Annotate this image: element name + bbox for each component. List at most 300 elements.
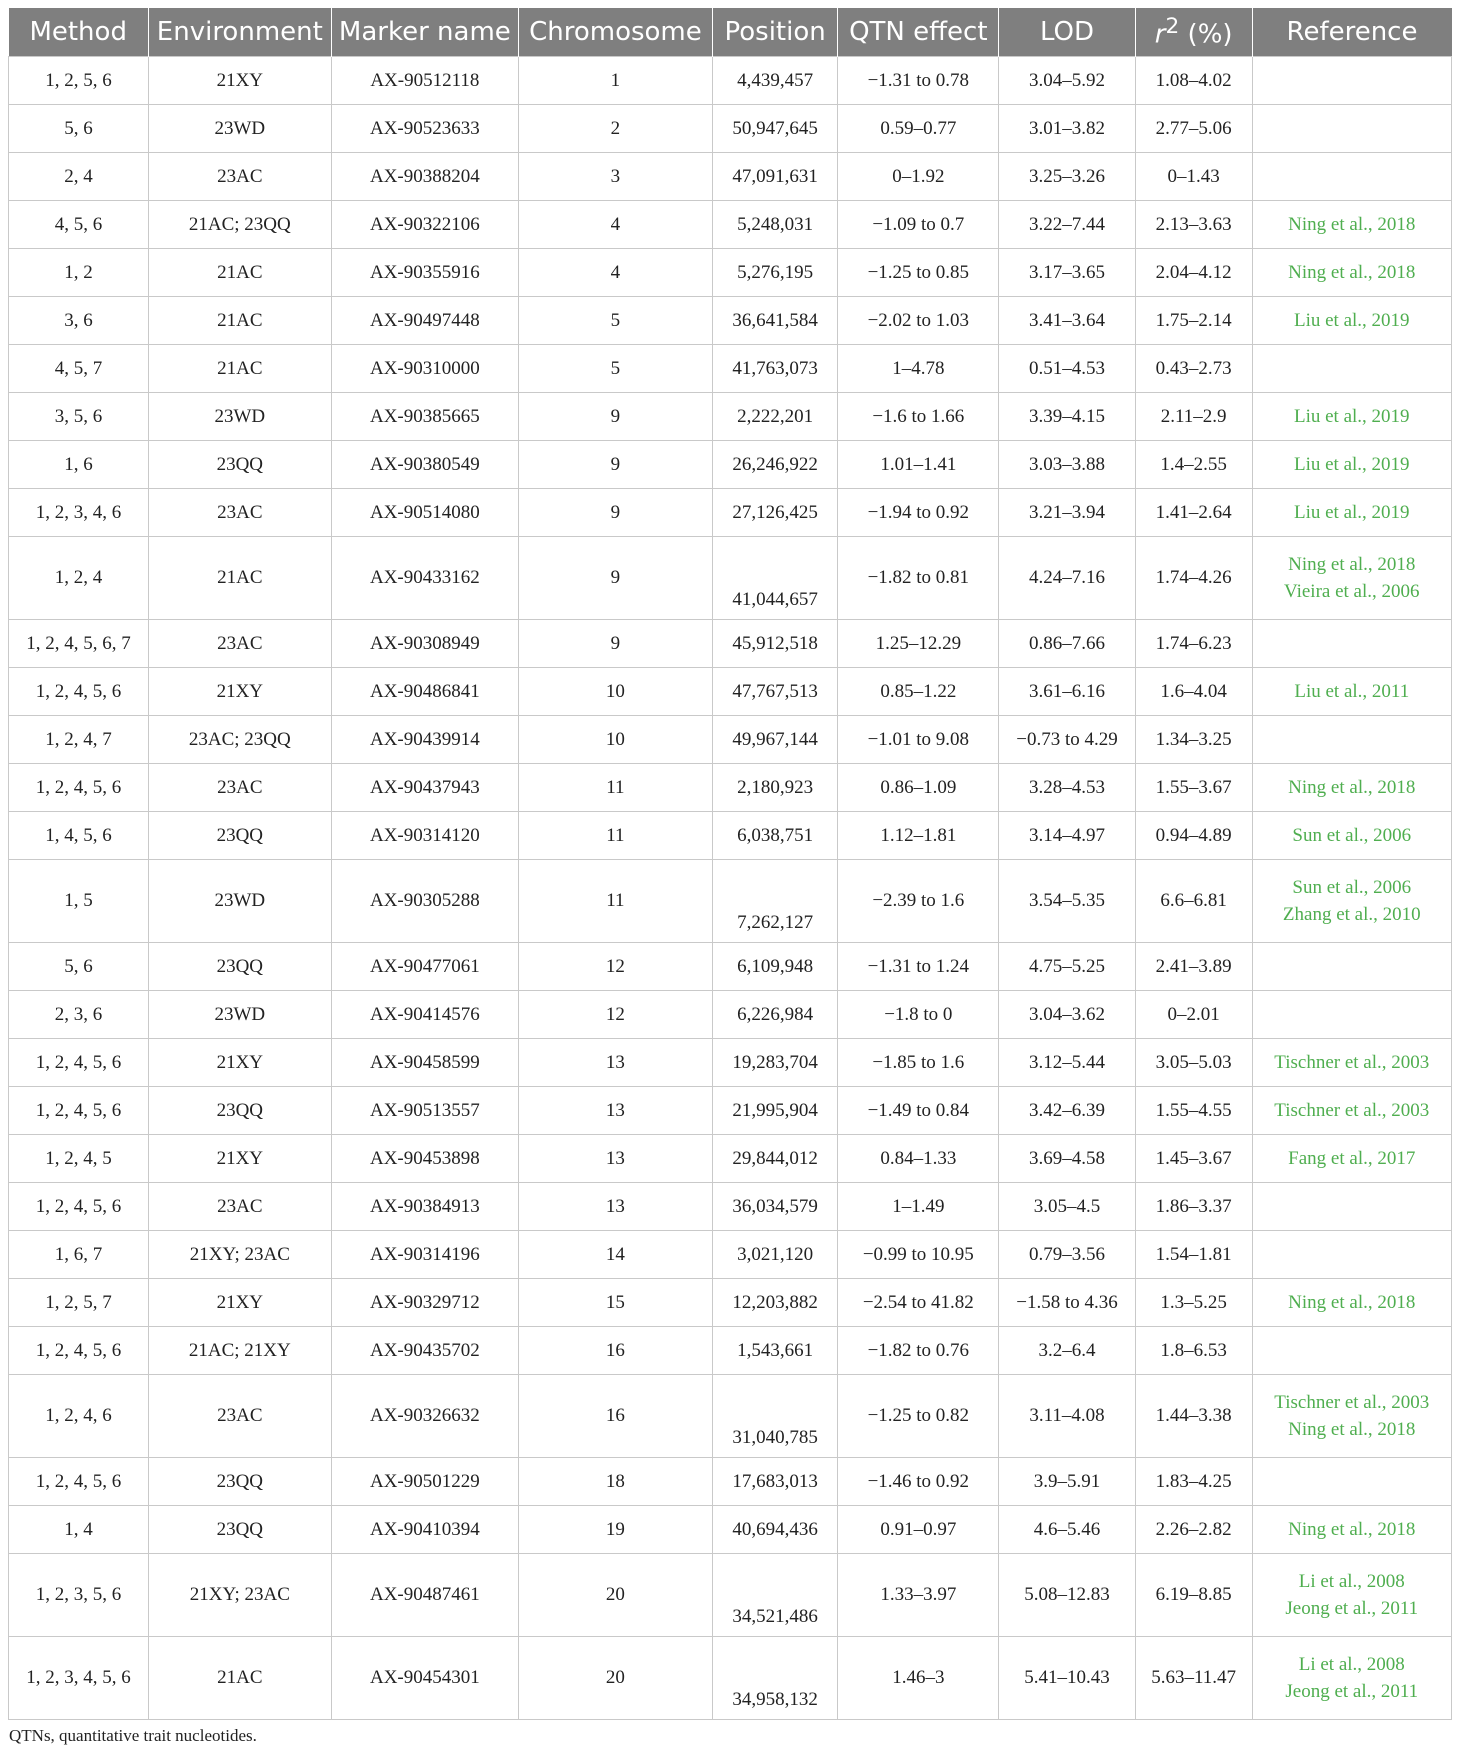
qtn-effect-cell: −1.31 to 0.78 [838, 57, 999, 105]
lod-cell: 3.04–5.92 [999, 57, 1136, 105]
environment-cell: 21AC [148, 249, 331, 297]
environment-cell: 23QQ [148, 812, 331, 860]
position-cell: 34,958,132 [712, 1637, 838, 1720]
reference-link[interactable]: Ning et al., 2018 [1288, 777, 1416, 798]
environment-cell: 23AC [148, 153, 331, 201]
qtn-effect-cell: 0–1.92 [838, 153, 999, 201]
lod-cell: 3.22–7.44 [999, 201, 1136, 249]
qtn-effect-cell: −0.99 to 10.95 [838, 1231, 999, 1279]
lod-cell: 3.39–4.15 [999, 393, 1136, 441]
chromosome-cell: 14 [518, 1231, 712, 1279]
reference-cell [1252, 764, 1451, 812]
reference-link[interactable]: Liu et al., 2019 [1293, 454, 1410, 475]
marker-name-cell: AX-90497448 [331, 297, 518, 345]
reference-cell [1252, 1039, 1451, 1087]
table-row [9, 105, 1452, 153]
qtn-effect-cell: −1.85 to 1.6 [838, 1039, 999, 1087]
marker-name-cell: AX-90410394 [331, 1506, 518, 1554]
qtn-effect-cell: 0.85–1.22 [838, 668, 999, 716]
reference-cell [1252, 537, 1451, 620]
r2-cell: 1.54–1.81 [1135, 1231, 1252, 1279]
reference-link[interactable]: Ning et al., 2018 [1288, 1519, 1416, 1540]
qtn-effect-cell: −2.54 to 41.82 [838, 1279, 999, 1327]
r2-cell: 1.44–3.38 [1135, 1375, 1252, 1458]
lod-cell: 0.79–3.56 [999, 1231, 1136, 1279]
marker-name-cell: AX-90384913 [331, 1183, 518, 1231]
reference-link[interactable]: Ning et al., 2018 [1288, 1419, 1416, 1440]
lod-cell: 0.86–7.66 [999, 620, 1136, 668]
method-cell: 1, 2, 3, 5, 6 [9, 1554, 149, 1637]
r2-cell: 1.4–2.55 [1135, 441, 1252, 489]
method-cell: 1, 2, 4, 5 [9, 1135, 149, 1183]
lod-cell: 3.14–4.97 [999, 812, 1136, 860]
table-row [9, 764, 1452, 812]
r2-cell: 6.19–8.85 [1135, 1554, 1252, 1637]
method-cell: 1, 2, 4, 5, 6 [9, 764, 149, 812]
qtn-effect-cell: 1.25–12.29 [838, 620, 999, 668]
position-cell: 21,995,904 [712, 1087, 838, 1135]
table-row [9, 1279, 1452, 1327]
qtn-effect-cell: −1.6 to 1.66 [838, 393, 999, 441]
qtn-effect-cell: −1.94 to 0.92 [838, 489, 999, 537]
chromosome-cell: 5 [518, 297, 712, 345]
r2-cell: 2.77–5.06 [1135, 105, 1252, 153]
marker-name-cell: AX-90388204 [331, 153, 518, 201]
table-row [9, 153, 1452, 201]
reference-link[interactable]: Jeong et al., 2011 [1285, 1681, 1419, 1702]
lod-cell: 3.41–3.64 [999, 297, 1136, 345]
environment-cell: 21XY; 23AC [148, 1231, 331, 1279]
table-row [9, 716, 1452, 764]
lod-cell: 3.25–3.26 [999, 153, 1136, 201]
marker-name-cell: AX-90523633 [331, 105, 518, 153]
position-cell: 26,246,922 [712, 441, 838, 489]
chromosome-cell: 11 [518, 860, 712, 943]
chromosome-cell: 9 [518, 393, 712, 441]
reference-cell [1252, 1087, 1451, 1135]
qtn-effect-cell: 0.84–1.33 [838, 1135, 999, 1183]
table-row [9, 297, 1452, 345]
header-marker-name: Marker name [331, 8, 518, 57]
environment-cell: 21XY [148, 1135, 331, 1183]
reference-link[interactable]: Li et al., 2008 [1298, 1654, 1405, 1675]
table-footnote: QTNs, quantitative trait nucleotides. [9, 1726, 257, 1745]
reference-cell [1252, 1135, 1451, 1183]
lod-cell: 4.24–7.16 [999, 537, 1136, 620]
chromosome-cell: 11 [518, 764, 712, 812]
table-row [9, 991, 1452, 1039]
r2-cell: 1.8–6.53 [1135, 1327, 1252, 1375]
reference-cell [1252, 943, 1451, 991]
reference-link[interactable]: Ning et al., 2018 [1288, 214, 1416, 235]
lod-cell: 3.69–4.58 [999, 1135, 1136, 1183]
marker-name-cell: AX-90380549 [331, 441, 518, 489]
reference-cell [1252, 297, 1451, 345]
header-position: Position [712, 8, 838, 57]
header-lod: LOD [999, 8, 1136, 57]
qtn-effect-cell: −2.02 to 1.03 [838, 297, 999, 345]
r2-cell: 1.55–3.67 [1135, 764, 1252, 812]
r2-cell: 1.74–4.26 [1135, 537, 1252, 620]
position-cell: 5,276,195 [712, 249, 838, 297]
method-cell: 1, 5 [9, 860, 149, 943]
lod-cell: 3.42–6.39 [999, 1087, 1136, 1135]
r2-cell: 0.43–2.73 [1135, 345, 1252, 393]
marker-name-cell: AX-90326632 [331, 1375, 518, 1458]
chromosome-cell: 13 [518, 1087, 712, 1135]
lod-cell: 3.9–5.91 [999, 1458, 1136, 1506]
qtn-effect-cell: −1.01 to 9.08 [838, 716, 999, 764]
r2-cell: 1.08–4.02 [1135, 57, 1252, 105]
reference-link[interactable]: Zhang et al., 2010 [1282, 904, 1421, 925]
lod-cell: 3.11–4.08 [999, 1375, 1136, 1458]
table-row [9, 620, 1452, 668]
reference-cell [1252, 812, 1451, 860]
position-cell: 6,038,751 [712, 812, 838, 860]
reference-link[interactable]: Tischner et al., 2003 [1274, 1392, 1430, 1413]
chromosome-cell: 16 [518, 1327, 712, 1375]
chromosome-cell: 9 [518, 620, 712, 668]
position-cell: 40,694,436 [712, 1506, 838, 1554]
reference-cell [1252, 1375, 1451, 1458]
r2-cell: 3.05–5.03 [1135, 1039, 1252, 1087]
position-cell: 6,226,984 [712, 991, 838, 1039]
chromosome-cell: 3 [518, 153, 712, 201]
header-chromosome: Chromosome [518, 8, 712, 57]
table-row [9, 1135, 1452, 1183]
marker-name-cell: AX-90458599 [331, 1039, 518, 1087]
r2-cell: 1.55–4.55 [1135, 1087, 1252, 1135]
header-reference: Reference [1252, 8, 1451, 57]
environment-cell: 21AC [148, 297, 331, 345]
environment-cell: 23AC [148, 764, 331, 812]
environment-cell: 23QQ [148, 1458, 331, 1506]
lod-cell: 3.21–3.94 [999, 489, 1136, 537]
environment-cell: 21XY; 23AC [148, 1554, 331, 1637]
r2-cell: 2.26–2.82 [1135, 1506, 1252, 1554]
reference-link[interactable]: Jeong et al., 2011 [1285, 1598, 1419, 1619]
chromosome-cell: 20 [518, 1554, 712, 1637]
table-row [9, 668, 1452, 716]
method-cell: 1, 2, 4, 5, 6 [9, 1087, 149, 1135]
environment-cell: 21AC [148, 345, 331, 393]
method-cell: 2, 4 [9, 153, 149, 201]
environment-cell: 23AC [148, 489, 331, 537]
qtn-table [8, 8, 1452, 1720]
r2-cell: 1.45–3.67 [1135, 1135, 1252, 1183]
table-row [9, 1327, 1452, 1375]
reference-cell [1252, 57, 1451, 105]
r2-cell: 6.6–6.81 [1135, 860, 1252, 943]
environment-cell: 21XY [148, 668, 331, 716]
reference-cell [1252, 1637, 1451, 1720]
marker-name-cell: AX-90355916 [331, 249, 518, 297]
method-cell: 1, 2, 4, 7 [9, 716, 149, 764]
reference-link[interactable]: Sun et al., 2006 [1292, 877, 1412, 898]
qtn-effect-cell: 0.86–1.09 [838, 764, 999, 812]
r2-cell: 0–1.43 [1135, 153, 1252, 201]
reference-link[interactable]: Ning et al., 2018 [1288, 554, 1416, 575]
method-cell: 2, 3, 6 [9, 991, 149, 1039]
marker-name-cell: AX-90454301 [331, 1637, 518, 1720]
method-cell: 1, 4, 5, 6 [9, 812, 149, 860]
environment-cell: 21XY [148, 1039, 331, 1087]
r2-cell: 1.86–3.37 [1135, 1183, 1252, 1231]
qtn-effect-cell: 1–1.49 [838, 1183, 999, 1231]
reference-cell [1252, 1458, 1451, 1506]
reference-cell [1252, 1554, 1451, 1637]
method-cell: 1, 2, 4, 5, 6, 7 [9, 620, 149, 668]
table-row [9, 1506, 1452, 1554]
chromosome-cell: 12 [518, 943, 712, 991]
reference-cell [1252, 345, 1451, 393]
r2-cell: 2.04–4.12 [1135, 249, 1252, 297]
r2-cell: 1.34–3.25 [1135, 716, 1252, 764]
lod-cell: 5.41–10.43 [999, 1637, 1136, 1720]
reference-cell [1252, 716, 1451, 764]
lod-cell: 4.6–5.46 [999, 1506, 1136, 1554]
environment-cell: 23WD [148, 991, 331, 1039]
marker-name-cell: AX-90439914 [331, 716, 518, 764]
qtn-effect-cell: 1.46–3 [838, 1637, 999, 1720]
marker-name-cell: AX-90435702 [331, 1327, 518, 1375]
reference-link[interactable]: Li et al., 2008 [1298, 1571, 1405, 1592]
chromosome-cell: 15 [518, 1279, 712, 1327]
table-row [9, 441, 1452, 489]
position-cell: 41,044,657 [712, 537, 838, 620]
qtn-effect-cell: 1.12–1.81 [838, 812, 999, 860]
method-cell: 5, 6 [9, 105, 149, 153]
marker-name-cell: AX-90514080 [331, 489, 518, 537]
lod-cell: 3.01–3.82 [999, 105, 1136, 153]
reference-cell [1252, 620, 1451, 668]
reference-link[interactable]: Tischner et al., 2003 [1274, 1100, 1430, 1121]
marker-name-cell: AX-90477061 [331, 943, 518, 991]
table-row [9, 1637, 1452, 1720]
method-cell: 1, 6 [9, 441, 149, 489]
position-cell: 12,203,882 [712, 1279, 838, 1327]
marker-name-cell: AX-90453898 [331, 1135, 518, 1183]
method-cell: 1, 2, 4, 5, 6 [9, 1183, 149, 1231]
marker-name-cell: AX-90310000 [331, 345, 518, 393]
environment-cell: 23QQ [148, 441, 331, 489]
table-row [9, 489, 1452, 537]
qtn-effect-cell: −1.46 to 0.92 [838, 1458, 999, 1506]
lod-cell: 3.54–5.35 [999, 860, 1136, 943]
table-row [9, 1231, 1452, 1279]
reference-link[interactable]: Sun et al., 2006 [1292, 825, 1412, 846]
reference-link[interactable]: Liu et al., 2019 [1293, 502, 1410, 523]
table-row [9, 345, 1452, 393]
r2-cell: 1.3–5.25 [1135, 1279, 1252, 1327]
chromosome-cell: 13 [518, 1183, 712, 1231]
qtn-effect-cell: −1.25 to 0.85 [838, 249, 999, 297]
table-row [9, 860, 1452, 943]
marker-name-cell: AX-90305288 [331, 860, 518, 943]
position-cell: 29,844,012 [712, 1135, 838, 1183]
marker-name-cell: AX-90486841 [331, 668, 518, 716]
marker-name-cell: AX-90329712 [331, 1279, 518, 1327]
position-cell: 45,912,518 [712, 620, 838, 668]
method-cell: 1, 2 [9, 249, 149, 297]
qtn-effect-cell: −1.31 to 1.24 [838, 943, 999, 991]
r2-cell: 1.6–4.04 [1135, 668, 1252, 716]
environment-cell: 23AC [148, 1375, 331, 1458]
environment-cell: 23AC [148, 620, 331, 668]
lod-cell: 3.17–3.65 [999, 249, 1136, 297]
qtn-effect-cell: 0.91–0.97 [838, 1506, 999, 1554]
chromosome-cell: 19 [518, 1506, 712, 1554]
qtn-effect-cell: −1.82 to 0.76 [838, 1327, 999, 1375]
marker-name-cell: AX-90433162 [331, 537, 518, 620]
lod-cell: 4.75–5.25 [999, 943, 1136, 991]
method-cell: 1, 2, 3, 4, 6 [9, 489, 149, 537]
chromosome-cell: 4 [518, 249, 712, 297]
environment-cell: 23WD [148, 860, 331, 943]
reference-link[interactable]: Liu et al., 2019 [1293, 406, 1410, 427]
position-cell: 7,262,127 [712, 860, 838, 943]
reference-cell [1252, 201, 1451, 249]
marker-name-cell: AX-90322106 [331, 201, 518, 249]
table-row [9, 1183, 1452, 1231]
reference-cell [1252, 1279, 1451, 1327]
chromosome-cell: 11 [518, 812, 712, 860]
reference-link[interactable]: Ning et al., 2018 [1288, 1292, 1416, 1313]
chromosome-cell: 9 [518, 441, 712, 489]
environment-cell: 23WD [148, 105, 331, 153]
table-row [9, 249, 1452, 297]
chromosome-cell: 12 [518, 991, 712, 1039]
position-cell: 41,763,073 [712, 345, 838, 393]
table-row [9, 201, 1452, 249]
method-cell: 1, 2, 4, 5, 6 [9, 1327, 149, 1375]
lod-cell: 3.05–4.5 [999, 1183, 1136, 1231]
marker-name-cell: AX-90501229 [331, 1458, 518, 1506]
position-cell: 47,767,513 [712, 668, 838, 716]
table-row [9, 1458, 1452, 1506]
marker-name-cell: AX-90314120 [331, 812, 518, 860]
lod-cell: 3.03–3.88 [999, 441, 1136, 489]
reference-cell [1252, 153, 1451, 201]
marker-name-cell: AX-90385665 [331, 393, 518, 441]
lod-cell: −0.73 to 4.29 [999, 716, 1136, 764]
chromosome-cell: 5 [518, 345, 712, 393]
r2-cell: 1.41–2.64 [1135, 489, 1252, 537]
method-cell: 1, 2, 3, 4, 5, 6 [9, 1637, 149, 1720]
marker-name-cell: AX-90414576 [331, 991, 518, 1039]
chromosome-cell: 16 [518, 1375, 712, 1458]
method-cell: 1, 4 [9, 1506, 149, 1554]
marker-name-cell: AX-90308949 [331, 620, 518, 668]
qtn-effect-cell: −1.49 to 0.84 [838, 1087, 999, 1135]
table-body [9, 57, 1452, 1720]
table-row [9, 1375, 1452, 1458]
header-environment: Environment [148, 8, 331, 57]
environment-cell: 21AC; 21XY [148, 1327, 331, 1375]
marker-name-cell: AX-90513557 [331, 1087, 518, 1135]
environment-cell: 23AC [148, 1183, 331, 1231]
chromosome-cell: 9 [518, 489, 712, 537]
chromosome-cell: 10 [518, 668, 712, 716]
table-row [9, 1554, 1452, 1637]
position-cell: 6,109,948 [712, 943, 838, 991]
position-cell: 49,967,144 [712, 716, 838, 764]
r2-cell: 1.75–2.14 [1135, 297, 1252, 345]
method-cell: 1, 2, 4 [9, 537, 149, 620]
table-row [9, 943, 1452, 991]
header-r2: $r^2$ (%) [1135, 8, 1252, 57]
environment-cell: 23QQ [148, 943, 331, 991]
reference-link[interactable]: Vieira et al., 2006 [1284, 581, 1420, 602]
header-row [9, 8, 1452, 57]
reference-link[interactable]: Liu et al., 2011 [1294, 681, 1410, 702]
position-cell: 17,683,013 [712, 1458, 838, 1506]
lod-cell: 3.28–4.53 [999, 764, 1136, 812]
lod-cell: 3.04–3.62 [999, 991, 1136, 1039]
table-row [9, 1087, 1452, 1135]
method-cell: 1, 2, 4, 5, 6 [9, 1039, 149, 1087]
table-container [8, 8, 1452, 1746]
marker-name-cell: AX-90512118 [331, 57, 518, 105]
chromosome-cell: 13 [518, 1135, 712, 1183]
r2-cell: 1.83–4.25 [1135, 1458, 1252, 1506]
qtn-effect-cell: −2.39 to 1.6 [838, 860, 999, 943]
method-cell: 1, 2, 5, 7 [9, 1279, 149, 1327]
reference-cell [1252, 991, 1451, 1039]
marker-name-cell: AX-90487461 [331, 1554, 518, 1637]
lod-cell: 3.61–6.16 [999, 668, 1136, 716]
reference-link[interactable]: Fang et al., 2017 [1288, 1148, 1416, 1169]
qtn-effect-cell: −1.09 to 0.7 [838, 201, 999, 249]
position-cell: 50,947,645 [712, 105, 838, 153]
environment-cell: 21AC; 23QQ [148, 201, 331, 249]
reference-link[interactable]: Ning et al., 2018 [1288, 262, 1416, 283]
chromosome-cell: 20 [518, 1637, 712, 1720]
lod-cell: 3.12–5.44 [999, 1039, 1136, 1087]
reference-cell [1252, 393, 1451, 441]
position-cell: 3,021,120 [712, 1231, 838, 1279]
position-cell: 36,034,579 [712, 1183, 838, 1231]
position-cell: 27,126,425 [712, 489, 838, 537]
method-cell: 3, 5, 6 [9, 393, 149, 441]
method-cell: 3, 6 [9, 297, 149, 345]
lod-cell: 5.08–12.83 [999, 1554, 1136, 1637]
chromosome-cell: 4 [518, 201, 712, 249]
reference-cell [1252, 860, 1451, 943]
reference-cell [1252, 1231, 1451, 1279]
environment-cell: 21AC [148, 537, 331, 620]
position-cell: 34,521,486 [712, 1554, 838, 1637]
table-row [9, 57, 1452, 105]
reference-link[interactable]: Tischner et al., 2003 [1274, 1052, 1430, 1073]
reference-link[interactable]: Liu et al., 2019 [1293, 310, 1410, 331]
position-cell: 4,439,457 [712, 57, 838, 105]
position-cell: 19,283,704 [712, 1039, 838, 1087]
qtn-effect-cell: 1–4.78 [838, 345, 999, 393]
position-cell: 5,248,031 [712, 201, 838, 249]
qtn-effect-cell: 1.33–3.97 [838, 1554, 999, 1637]
marker-name-cell: AX-90314196 [331, 1231, 518, 1279]
position-cell: 31,040,785 [712, 1375, 838, 1458]
r2-cell: 2.41–3.89 [1135, 943, 1252, 991]
environment-cell: 23AC; 23QQ [148, 716, 331, 764]
chromosome-cell: 1 [518, 57, 712, 105]
table-row [9, 812, 1452, 860]
lod-cell: −1.58 to 4.36 [999, 1279, 1136, 1327]
r2-cell: 0–2.01 [1135, 991, 1252, 1039]
environment-cell: 23QQ [148, 1087, 331, 1135]
r2-cell: 2.13–3.63 [1135, 201, 1252, 249]
